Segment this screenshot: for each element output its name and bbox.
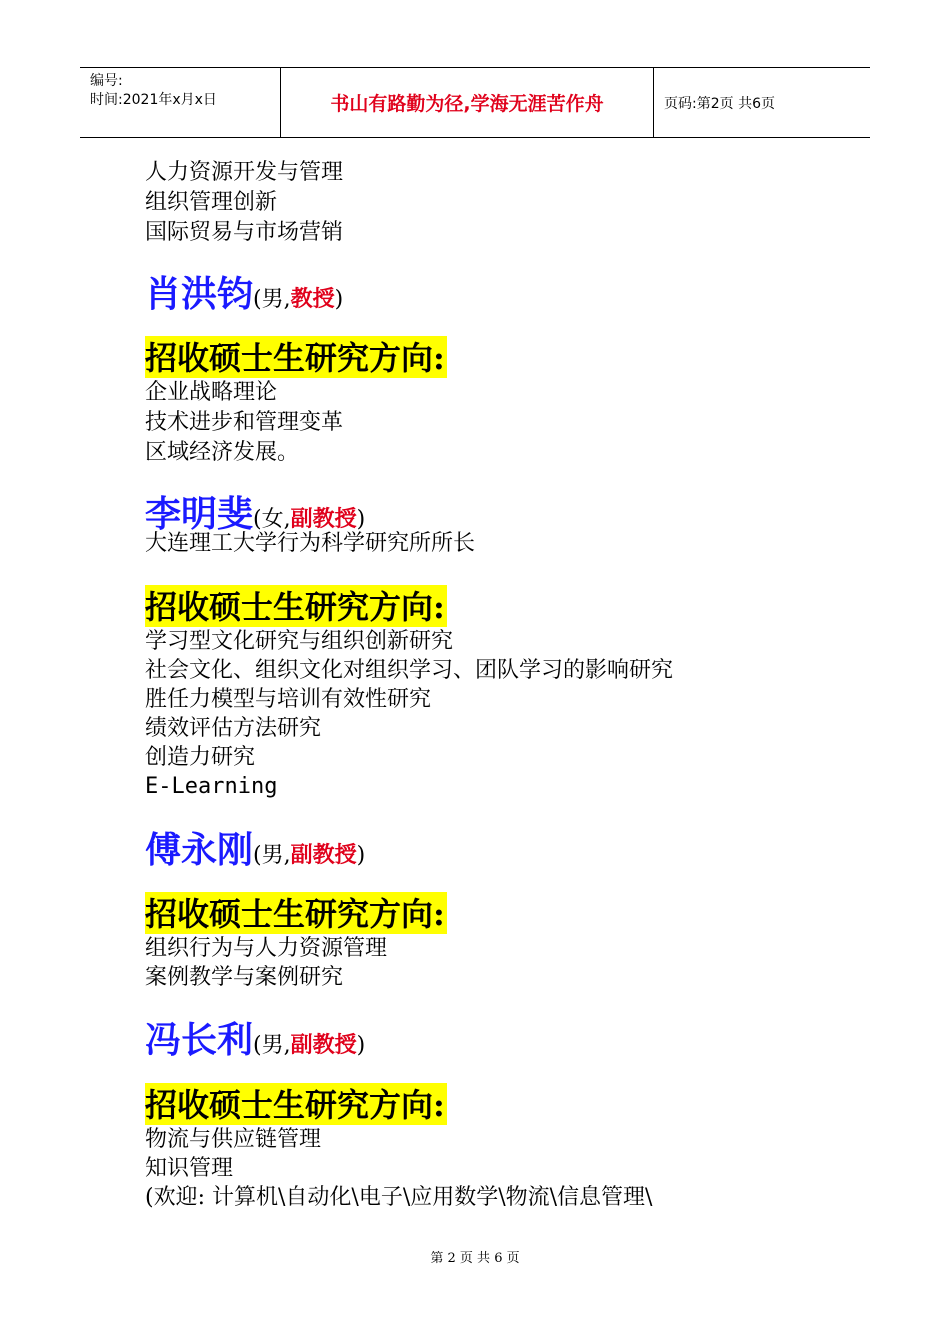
direction-item: (欢迎: 计算机\自动化\电子\应用数学\物流\信息管理\ — [145, 1185, 653, 1210]
professor-title: 副教授 — [290, 1032, 357, 1058]
directions-heading: 招收硕士生研究方向: — [145, 1083, 447, 1125]
direction-item: 案例教学与案例研究 — [145, 965, 344, 990]
motto: 书山有路勤为径,学海无涯苦作舟 — [330, 93, 604, 115]
document-header — [80, 67, 870, 138]
professor-note: 大连理工大学行为科学研究所所长 — [145, 531, 476, 556]
professor-name: 冯长利 — [145, 1019, 254, 1061]
number-label: 编号: — [90, 73, 123, 89]
professor-name: 傅永刚 — [145, 829, 254, 871]
direction-item: 知识管理 — [145, 1156, 234, 1181]
professor-heading — [145, 266, 343, 317]
direction-item: 学习型文化研究与组织创新研究 — [145, 629, 454, 654]
professor-heading — [145, 1012, 365, 1063]
intro-line: 人力资源开发与管理 — [145, 160, 344, 185]
directions-heading: 招收硕士生研究方向: — [145, 585, 447, 627]
professor-close: ) — [356, 843, 366, 868]
header-motto-cell — [281, 68, 654, 137]
directions-heading: 招收硕士生研究方向: — [145, 336, 447, 378]
professor-gender: (女, — [253, 507, 291, 532]
professor-close: ) — [356, 1033, 366, 1058]
professor-close: ) — [334, 287, 344, 312]
professor-name: 李明斐 — [145, 493, 254, 535]
direction-item: 物流与供应链管理 — [145, 1127, 322, 1152]
intro-line: 国际贸易与市场营销 — [145, 220, 344, 245]
direction-item: 组织行为与人力资源管理 — [145, 936, 388, 961]
direction-item: 企业战略理论 — [145, 380, 278, 405]
direction-item: 区域经济发展。 — [145, 440, 300, 465]
page-footer: 第 2 页 共 6 页 — [430, 1251, 520, 1266]
professor-title: 副教授 — [290, 842, 357, 868]
professor-name: 肖洪钧 — [145, 273, 254, 315]
direction-item: 技术进步和管理变革 — [145, 410, 344, 435]
intro-line: 组织管理创新 — [145, 190, 278, 215]
direction-item: 胜任力模型与培训有效性研究 — [145, 687, 432, 712]
page-code: 页码:第2页 共6页 — [664, 95, 775, 112]
professor-gender: (男, — [253, 843, 291, 868]
professor-title: 教授 — [290, 286, 335, 312]
professor-close: ) — [356, 507, 366, 532]
professor-gender: (男, — [253, 1033, 291, 1058]
direction-item: 社会文化、组织文化对组织学习、团队学习的影响研究 — [145, 658, 674, 683]
direction-item: 创造力研究 — [145, 745, 256, 770]
directions-heading: 招收硕士生研究方向: — [145, 892, 447, 934]
professor-gender: (男, — [253, 287, 291, 312]
professor-heading — [145, 822, 365, 873]
direction-item: 绩效评估方法研究 — [145, 716, 322, 741]
header-meta-cell — [80, 68, 281, 137]
direction-item: E-Learning — [145, 774, 278, 799]
header-page-cell — [654, 68, 870, 137]
professor-title: 副教授 — [290, 506, 357, 532]
date-label: 时间:2021年x月x日 — [90, 92, 217, 108]
